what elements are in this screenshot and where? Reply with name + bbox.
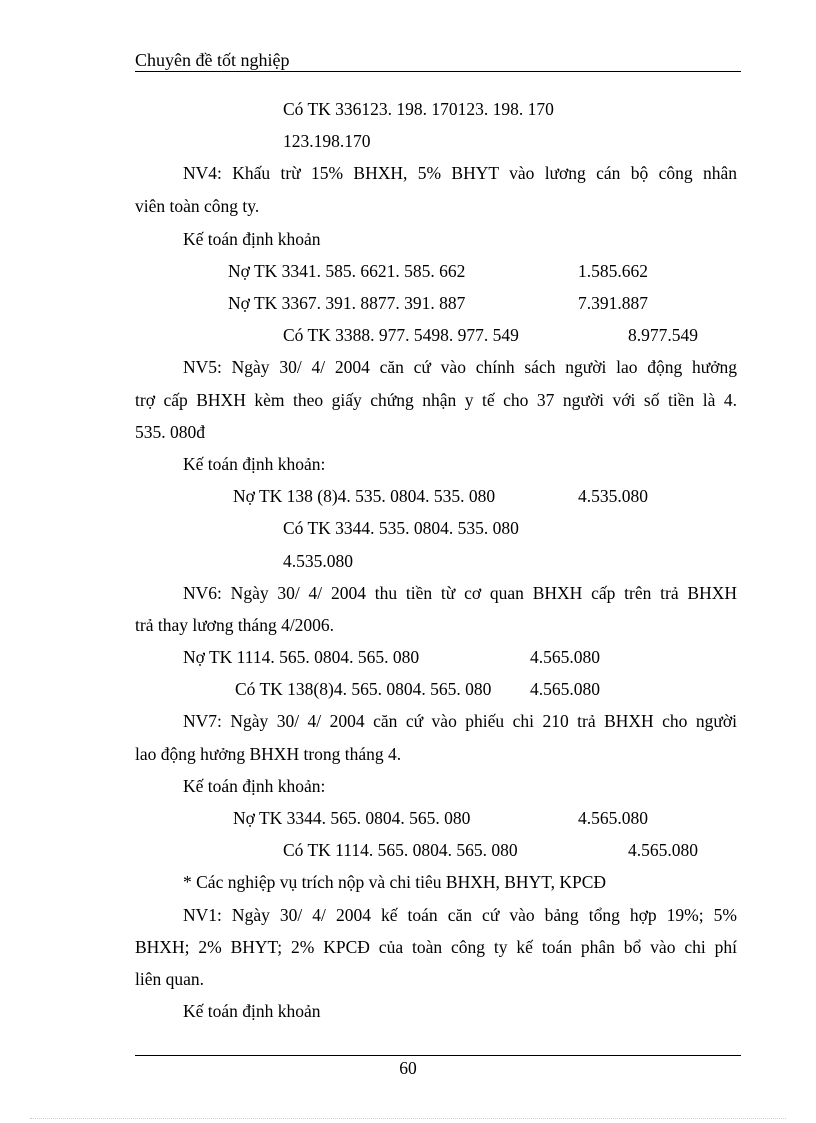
journal-entry-account: Có TK 3388. 977. 5498. 977. 549 — [283, 325, 519, 345]
journal-entry-amount: 7.391.887 — [578, 293, 648, 313]
paragraph-line: NV7: Ngày 30/ 4/ 2004 căn cứ vào phiếu chi 210 trả BHXH cho người — [183, 711, 737, 731]
journal-entry-account: Nợ TK 1114. 565. 0804. 565. 080 — [183, 647, 420, 667]
page-bottom-border — [30, 1118, 786, 1119]
journal-entry-amount: 4.565.080 — [628, 840, 698, 860]
journal-entry-account: Có TK 138(8)4. 565. 0804. 565. 080 — [235, 679, 492, 699]
paragraph-line: NV5: Ngày 30/ 4/ 2004 căn cứ vào chính sách người lao động hưởng — [183, 357, 737, 377]
text-line: 123.198.170 — [283, 131, 371, 151]
journal-entry-account: Nợ TK 3367. 391. 8877. 391. 887 — [228, 293, 466, 313]
text-line: 535. 080đ — [135, 422, 205, 442]
text-line: Kế toán định khoản: — [183, 454, 326, 474]
paragraph-line: NV1: Ngày 30/ 4/ 2004 kế toán căn cứ vào bảng tổng hợp 19%; 5% — [183, 905, 737, 925]
page-header — [135, 49, 741, 72]
footer-divider — [135, 1055, 741, 1056]
journal-entry-account: Nợ TK 3341. 585. 6621. 585. 662 — [228, 261, 466, 281]
journal-entry-amount: 8.977.549 — [628, 325, 698, 345]
text-line: Có TK 336123. 198. 170123. 198. 170 — [283, 99, 554, 119]
text-line: lao động hưởng BHXH trong tháng 4. — [135, 744, 402, 764]
text-line: Kế toán định khoản — [183, 229, 321, 249]
text-line: Kế toán định khoản: — [183, 776, 326, 796]
text-line: Kế toán định khoản — [183, 1001, 321, 1021]
paragraph-line: NV4: Khấu trừ 15% BHXH, 5% BHYT vào lương cán bộ công nhân — [183, 163, 737, 183]
paragraph-line: NV6: Ngày 30/ 4/ 2004 thu tiền từ cơ quan BHXH cấp trên trả BHXH — [183, 583, 737, 603]
journal-entry-amount: 4.535.080 — [578, 486, 648, 506]
journal-entry-account: Có TK 1114. 565. 0804. 565. 080 — [283, 840, 518, 860]
text-line: liên quan. — [135, 969, 205, 989]
journal-entry-amount: 4.535.080 — [283, 551, 353, 571]
text-line: viên toàn công ty. — [135, 196, 260, 216]
journal-entry-account: Nợ TK 138 (8)4. 535. 0804. 535. 080 — [233, 486, 496, 506]
journal-entry-amount: 1.585.662 — [578, 261, 648, 281]
journal-entry-amount: 4.565.080 — [530, 647, 600, 667]
journal-entry-amount: 4.565.080 — [578, 808, 648, 828]
paragraph-line: BHXH; 2% BHYT; 2% KPCĐ của toàn công ty kế toán phân bổ vào chi phí — [135, 937, 737, 957]
journal-entry-account: Nợ TK 3344. 565. 0804. 565. 080 — [233, 808, 471, 828]
header-title: Chuyên đề tốt nghiệp — [135, 50, 290, 70]
journal-entry-account: Có TK 3344. 535. 0804. 535. 080 — [283, 518, 519, 538]
section-heading: * Các nghiệp vụ trích nộp và chi tiêu BHXH, BHYT, KPCĐ — [183, 872, 607, 892]
page-number: 60 — [399, 1058, 417, 1078]
text-line: trả thay lương tháng 4/2006. — [135, 615, 335, 635]
paragraph-line: trợ cấp BHXH kèm theo giấy chứng nhận y tế cho 37 người với số tiền là 4. — [135, 390, 737, 410]
journal-entry-amount: 4.565.080 — [530, 679, 600, 699]
